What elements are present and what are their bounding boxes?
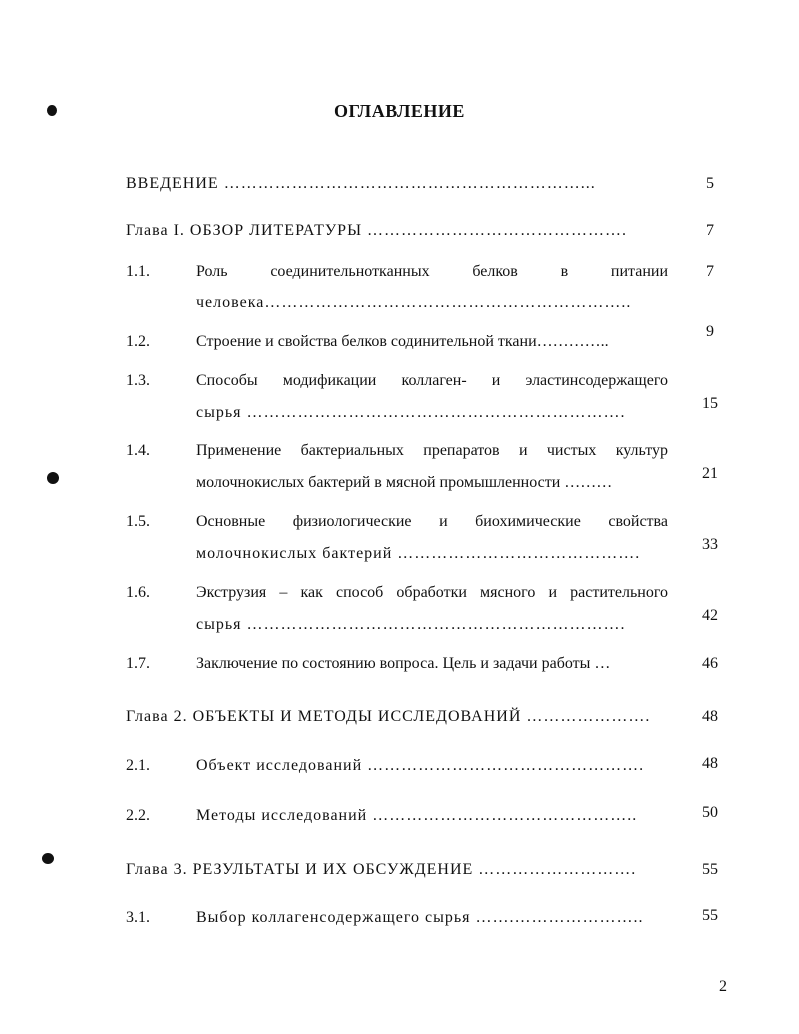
toc-section-number: 3.1. — [126, 909, 150, 926]
toc-page-number: 50 — [702, 804, 718, 821]
toc-page-number: 48 — [702, 708, 718, 725]
toc-entry-2-2[interactable]: Методы исследований ……………………………………….. — [196, 807, 638, 824]
toc-page-number: 7 — [706, 222, 714, 239]
toc-entry-1-1[interactable]: Роль соединительнотканных белков в питании — [196, 263, 668, 280]
toc-page-number: 5 — [706, 175, 714, 192]
toc-entry-1-4[interactable]: Применение бактериальных препаратов и чистых культур — [196, 442, 668, 459]
toc-section-number: 1.7. — [126, 655, 150, 672]
toc-page-number: 46 — [702, 655, 718, 672]
toc-page-number: 9 — [706, 323, 714, 340]
toc-page-number: 21 — [702, 465, 718, 482]
scan-blot — [47, 472, 59, 484]
toc-section-number: 1.5. — [126, 513, 150, 530]
toc-section-number: 2.1. — [126, 757, 150, 774]
toc-entry-1-3-cont[interactable]: сырья …………………………………………………………. — [196, 404, 626, 421]
toc-section-number: 1.4. — [126, 442, 150, 459]
scan-blot — [47, 105, 57, 116]
toc-page-number: 48 — [702, 755, 718, 772]
toc-entry-chapter-3[interactable]: Глава 3. РЕЗУЛЬТАТЫ И ИХ ОБСУЖДЕНИЕ ………………………. — [126, 861, 637, 878]
toc-page-number: 55 — [702, 861, 718, 878]
toc-entry-chapter-2[interactable]: Глава 2. ОБЪЕКТЫ И МЕТОДЫ ИССЛЕДОВАНИЙ …………………. — [126, 708, 651, 725]
toc-section-number: 1.3. — [126, 372, 150, 389]
toc-entry-2-1[interactable]: Объект исследований …………………………………………. — [196, 757, 645, 774]
toc-page-number: 55 — [702, 907, 718, 924]
toc-entry-introduction[interactable]: ВВЕДЕНИЕ ………………………………………………………... — [126, 175, 596, 192]
page-title: ОГЛАВЛЕНИЕ — [334, 101, 465, 121]
toc-section-number: 1.1. — [126, 263, 150, 280]
toc-entry-1-1-cont[interactable]: человека……………………………………………………….. — [196, 294, 632, 311]
scan-blot — [42, 853, 54, 864]
toc-entry-1-6-cont[interactable]: сырья …………………………………………………………. — [196, 616, 626, 633]
toc-entry-3-1[interactable]: Выбор коллагенсодержащего сырья …….………………….. — [196, 909, 644, 926]
toc-entry-1-5[interactable]: Основные физиологические и биохимические свойства — [196, 513, 668, 530]
toc-entry-1-3[interactable]: Способы модификации коллаген- и эластинсодержащего — [196, 372, 668, 389]
toc-section-number: 1.2. — [126, 333, 150, 350]
toc-entry-1-4-cont[interactable]: молочнокислых бактерий в мясной промышленности ……… — [196, 474, 613, 491]
toc-page-number: 42 — [702, 607, 718, 624]
toc-page-number: 7 — [706, 263, 714, 280]
toc-entry-chapter-1[interactable]: Глава I. ОБЗОР ЛИТЕРАТУРЫ ………………………………………. — [126, 222, 628, 239]
toc-entry-1-6[interactable]: Экструзия – как способ обработки мясного и растительного — [196, 584, 668, 601]
toc-entry-1-5-cont[interactable]: молочнокислых бактерий ……………………………………. — [196, 545, 641, 562]
toc-section-number: 1.6. — [126, 584, 150, 601]
toc-entry-1-7[interactable]: Заключение по состоянию вопроса. Цель и задачи работы … — [196, 655, 611, 672]
toc-entry-1-2[interactable]: Строение и свойства белков содинительной ткани………….. — [196, 333, 609, 350]
toc-page-number: 15 — [702, 395, 718, 412]
toc-page-number: 33 — [702, 536, 718, 553]
page-number: 2 — [719, 978, 727, 995]
toc-section-number: 2.2. — [126, 807, 150, 824]
